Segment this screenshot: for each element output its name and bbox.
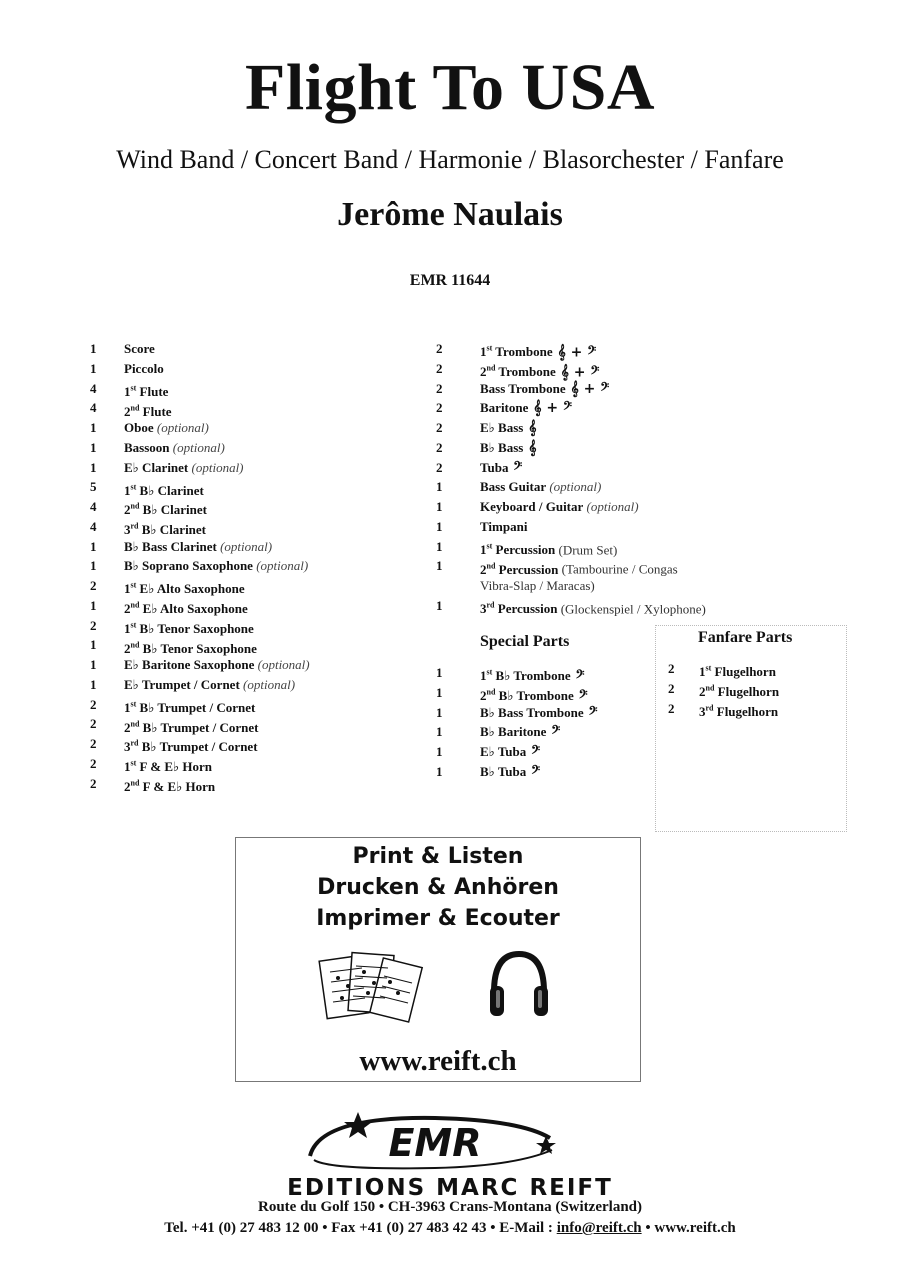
part-quantity: 5 [90, 479, 97, 495]
part-quantity: 2 [436, 341, 443, 356]
clef-icon: 𝄞 + 𝄢 [528, 400, 573, 417]
sheet-music-icon [318, 948, 428, 1028]
part-quantity: 2 [436, 420, 443, 435]
part-quantity: 2 [668, 680, 675, 696]
part-name [480, 743, 540, 761]
part-row [90, 735, 430, 753]
part-name [480, 577, 595, 595]
part-quantity: 1 [436, 665, 443, 680]
part-row [90, 518, 430, 536]
part-name-text: 2nd B♭ Tenor Saxophone [124, 640, 257, 656]
part-quantity: 1 [90, 459, 97, 475]
part-row [90, 617, 430, 635]
clef-icon: 𝄢 [570, 668, 585, 685]
part-row [90, 419, 430, 437]
part-name [124, 636, 257, 657]
part-name [480, 763, 540, 781]
part-name [124, 518, 206, 539]
part-name-text: 3rd B♭ Clarinet [124, 521, 207, 538]
part-name [124, 577, 245, 598]
part-row [90, 775, 430, 793]
fanfare-parts-box [655, 625, 847, 832]
part-quantity: 2 [436, 400, 443, 416]
part-name [480, 518, 527, 536]
optional-note: (optional) [169, 439, 225, 455]
part-name [124, 775, 215, 796]
part-row [90, 577, 430, 595]
part-name-text: 2nd B♭ Trumpet / Cornet [124, 719, 259, 735]
part-quantity: 1 [436, 763, 443, 779]
part-name-text: 3rd Flugelhorn [699, 703, 779, 719]
part-name-text: Bassoon [124, 439, 170, 455]
part-row [90, 459, 430, 477]
part-row [90, 636, 430, 654]
part-name-text: E♭ Trumpet / Cornet [124, 676, 240, 692]
part-name [480, 459, 522, 477]
part-row [90, 538, 430, 556]
part-name [480, 684, 588, 705]
part-quantity: 1 [90, 439, 97, 455]
composer-name: Jerôme Naulais [337, 196, 563, 233]
part-name-text: Baritone [480, 400, 529, 416]
special-part-row [436, 763, 646, 781]
part-row [90, 399, 430, 417]
part-name [699, 660, 776, 681]
part-row [90, 715, 430, 733]
part-name-text: 3rd Percussion [480, 600, 558, 617]
part-name-text: 1st Flugelhorn [699, 664, 776, 680]
part-quantity: 2 [90, 775, 97, 791]
special-part-row [436, 664, 646, 685]
part-quantity: 2 [668, 661, 675, 676]
part-name-text: Bass Trombone [480, 380, 566, 396]
optional-note: (optional) [546, 479, 602, 495]
part-row [90, 380, 430, 398]
clef-icon: 𝄢 [573, 688, 588, 705]
part-name [480, 419, 537, 437]
part-name-text: 1st Trombone [480, 344, 553, 360]
clef-icon: 𝄢 [583, 704, 598, 721]
catalog-code: EMR 11644 [409, 272, 491, 289]
clef-icon: 𝄞 + 𝄢 [552, 344, 597, 361]
part-quantity: 2 [668, 700, 675, 716]
part-name-text: 2nd Flute [124, 403, 172, 419]
part-quantity: 1 [90, 558, 97, 574]
part-detail: (Drum Set) [555, 541, 618, 557]
clef-icon: 𝄞 [523, 439, 537, 456]
part-name [124, 715, 258, 736]
part-row [436, 399, 766, 417]
part-name-text: Tuba [480, 459, 509, 475]
special-part-row [436, 743, 646, 761]
part-name-text: 2nd Flugelhorn [699, 683, 780, 700]
publisher-name: EDITIONS MARC REIFT [287, 1175, 613, 1201]
promo-line-english: Print & Listen [352, 844, 524, 869]
part-name-text: 2nd B♭ Trombone [480, 687, 574, 704]
clef-icon: 𝄢 [526, 744, 541, 760]
part-name-text: Keyboard / Guitar [480, 499, 584, 514]
part-quantity: 4 [90, 380, 97, 396]
part-name [124, 755, 212, 776]
part-quantity: 2 [436, 380, 443, 396]
part-name [124, 557, 308, 575]
part-name-text: E♭ Baritone Saxophone [124, 657, 255, 672]
part-name-text: 1st Flute [124, 383, 169, 399]
part-name-text: Timpani [480, 518, 528, 534]
emr-logo-text: EMR [388, 1121, 482, 1165]
part-quantity: 2 [90, 736, 97, 751]
part-row [90, 340, 430, 358]
emr-logo [300, 1108, 570, 1178]
part-name-text: E♭ Bass [480, 420, 524, 435]
part-row [90, 597, 430, 615]
part-row [436, 340, 766, 361]
part-row [90, 478, 430, 496]
part-quantity: 1 [436, 744, 443, 759]
part-quantity: 2 [90, 578, 97, 593]
part-name-text: B♭ Tuba [480, 763, 527, 779]
part-name-text: B♭ Bass Clarinet [124, 538, 217, 554]
clef-icon: 𝄢 [546, 724, 561, 741]
part-row [436, 439, 766, 457]
part-name [480, 360, 599, 381]
part-name [480, 538, 617, 559]
part-quantity: 1 [90, 360, 97, 376]
part-quantity: 1 [90, 637, 97, 653]
part-name [124, 419, 209, 437]
part-name [124, 656, 310, 674]
optional-note: (optional) [239, 676, 296, 692]
part-name [124, 459, 244, 477]
part-detail: (Tambourine / Congas [558, 561, 678, 577]
part-quantity: 2 [90, 617, 97, 633]
part-name [124, 439, 225, 457]
fanfare-parts-heading: Fanfare Parts [698, 629, 793, 646]
part-quantity: 1 [90, 341, 97, 356]
part-quantity: 2 [90, 696, 97, 712]
part-name-text: 2nd Percussion [480, 561, 559, 577]
clef-icon: 𝄢 [508, 459, 523, 476]
email-link[interactable]: info@reift.ch [556, 1220, 642, 1236]
part-name [124, 676, 295, 694]
part-name-text: 1st B♭ Trumpet / Cornet [124, 699, 256, 715]
part-name [480, 439, 537, 457]
part-detail: Vibra-Slap / Maracas) [480, 578, 595, 593]
part-name-text: B♭ Baritone [480, 724, 547, 740]
part-row [436, 518, 766, 536]
part-name [124, 735, 258, 756]
part-name [124, 597, 248, 618]
part-detail: (Glockenspiel / Xylophone) [557, 601, 706, 617]
part-row [436, 577, 766, 595]
part-quantity: 2 [436, 360, 443, 376]
promo-website-link[interactable]: www.reift.ch [359, 1045, 517, 1077]
part-name [699, 680, 779, 701]
part-row [90, 676, 430, 694]
part-name-text: 1st B♭ Tenor Saxophone [124, 620, 254, 636]
part-row [436, 360, 766, 381]
part-name-text: B♭ Bass Trombone [480, 704, 584, 720]
publisher-address: Route du Golf 150 • CH-3963 Crans-Montana (Switzerland) [258, 1199, 642, 1215]
clef-icon: 𝄞 + 𝄢 [565, 380, 610, 397]
part-name [480, 723, 560, 741]
part-quantity: 1 [90, 676, 97, 692]
part-row [436, 557, 766, 575]
part-row [436, 597, 766, 615]
contact-website[interactable]: • www.reift.ch [641, 1220, 736, 1236]
part-name-text: 1st Percussion [480, 541, 556, 557]
fanfare-part-row [668, 680, 838, 698]
optional-note: (optional) [252, 558, 309, 574]
part-name [124, 399, 172, 420]
part-quantity: 4 [90, 499, 97, 514]
part-name-text: Piccolo [124, 360, 164, 376]
part-name [480, 557, 678, 578]
optional-note: (optional) [216, 538, 273, 554]
clef-icon: 𝄢 [526, 763, 541, 780]
contact-phone-fax: Tel. +41 (0) 27 483 12 00 • Fax +41 (0) 27 483 42 43 • E-Mail : [164, 1220, 557, 1236]
part-row [436, 459, 766, 477]
part-name [699, 700, 778, 721]
optional-note: (optional) [254, 657, 310, 672]
part-name [124, 360, 164, 378]
part-quantity: 1 [436, 684, 443, 700]
part-name [480, 498, 639, 516]
part-name-text: 1st B♭ Trombone [480, 668, 571, 684]
part-name-text: 1st E♭ Alto Saxophone [124, 581, 245, 597]
print-listen-box [235, 837, 641, 1082]
part-name-text: B♭ Bass [480, 439, 524, 455]
fanfare-part-row [668, 700, 838, 718]
part-name-text: Score [124, 341, 155, 356]
part-name [124, 617, 254, 638]
part-quantity: 1 [90, 597, 97, 613]
part-quantity: 1 [90, 538, 97, 554]
part-name-text: 1st F & E♭ Horn [124, 758, 212, 775]
clef-icon: 𝄞 [523, 420, 537, 436]
part-quantity: 2 [90, 755, 97, 771]
special-part-row [436, 684, 646, 705]
part-row [90, 439, 430, 457]
part-name-text: 1st B♭ Clarinet [124, 482, 204, 498]
part-quantity: 1 [90, 420, 97, 435]
page-title: Flight To USA [245, 51, 655, 124]
part-name-text: Oboe [124, 420, 154, 435]
headphones-icon [484, 944, 554, 1024]
part-name-text: B♭ Soprano Saxophone [124, 558, 253, 574]
part-name-text: Bass Guitar [480, 479, 547, 495]
part-quantity: 1 [436, 499, 443, 514]
part-name [480, 664, 585, 685]
part-name-text: E♭ Clarinet [124, 459, 189, 475]
part-row [90, 557, 430, 575]
part-quantity: 1 [436, 704, 443, 720]
part-name [124, 340, 155, 358]
special-part-row [436, 723, 646, 741]
part-row [90, 696, 430, 714]
optional-note: (optional) [188, 459, 244, 475]
part-quantity: 1 [436, 479, 443, 495]
part-name-text: 2nd F & E♭ Horn [124, 778, 216, 794]
part-name [124, 538, 272, 556]
special-parts-heading: Special Parts [480, 633, 570, 650]
special-part-row [436, 704, 646, 722]
part-row [436, 538, 766, 556]
part-row [436, 380, 766, 398]
part-name-text: 2nd Trombone [480, 363, 556, 380]
part-quantity: 1 [436, 597, 443, 613]
part-row [90, 498, 430, 516]
part-quantity: 2 [436, 459, 443, 475]
part-quantity: 4 [90, 400, 97, 416]
part-quantity: 1 [436, 724, 443, 740]
part-quantity: 1 [436, 538, 443, 554]
part-name [480, 478, 601, 496]
part-name-text: E♭ Tuba [480, 744, 527, 759]
part-row [436, 478, 766, 496]
part-name [124, 478, 204, 499]
part-quantity: 2 [90, 716, 97, 732]
optional-note: (optional) [583, 499, 639, 514]
part-quantity: 1 [436, 518, 443, 534]
part-quantity: 2 [436, 439, 443, 455]
publisher-contact [0, 1220, 900, 1237]
part-name-text: 3rd B♭ Trumpet / Cornet [124, 739, 258, 755]
part-quantity: 4 [90, 518, 97, 534]
part-name-text: 2nd B♭ Clarinet [124, 502, 207, 518]
promo-line-french: Imprimer & Ecouter [316, 906, 560, 931]
part-row [436, 498, 766, 516]
part-row [90, 360, 430, 378]
part-name [124, 696, 255, 717]
fanfare-part-row [668, 660, 838, 678]
part-quantity: 1 [90, 657, 97, 672]
promo-line-german: Drucken & Anhören [317, 875, 559, 900]
clef-icon: 𝄞 + 𝄢 [555, 364, 600, 381]
ensemble-subtitle: Wind Band / Concert Band / Harmonie / Blasorchester / Fanfare [116, 145, 784, 174]
part-name [480, 399, 572, 417]
part-name [124, 380, 168, 401]
part-name [480, 340, 596, 361]
part-name [124, 498, 207, 519]
part-row [90, 656, 430, 674]
optional-note: (optional) [153, 420, 209, 435]
part-name [480, 704, 598, 722]
part-name [480, 380, 609, 398]
part-quantity: 1 [436, 558, 443, 574]
part-row [436, 419, 766, 437]
part-row [90, 755, 430, 773]
part-name-text: 2nd E♭ Alto Saxophone [124, 600, 248, 617]
part-name [480, 597, 706, 618]
